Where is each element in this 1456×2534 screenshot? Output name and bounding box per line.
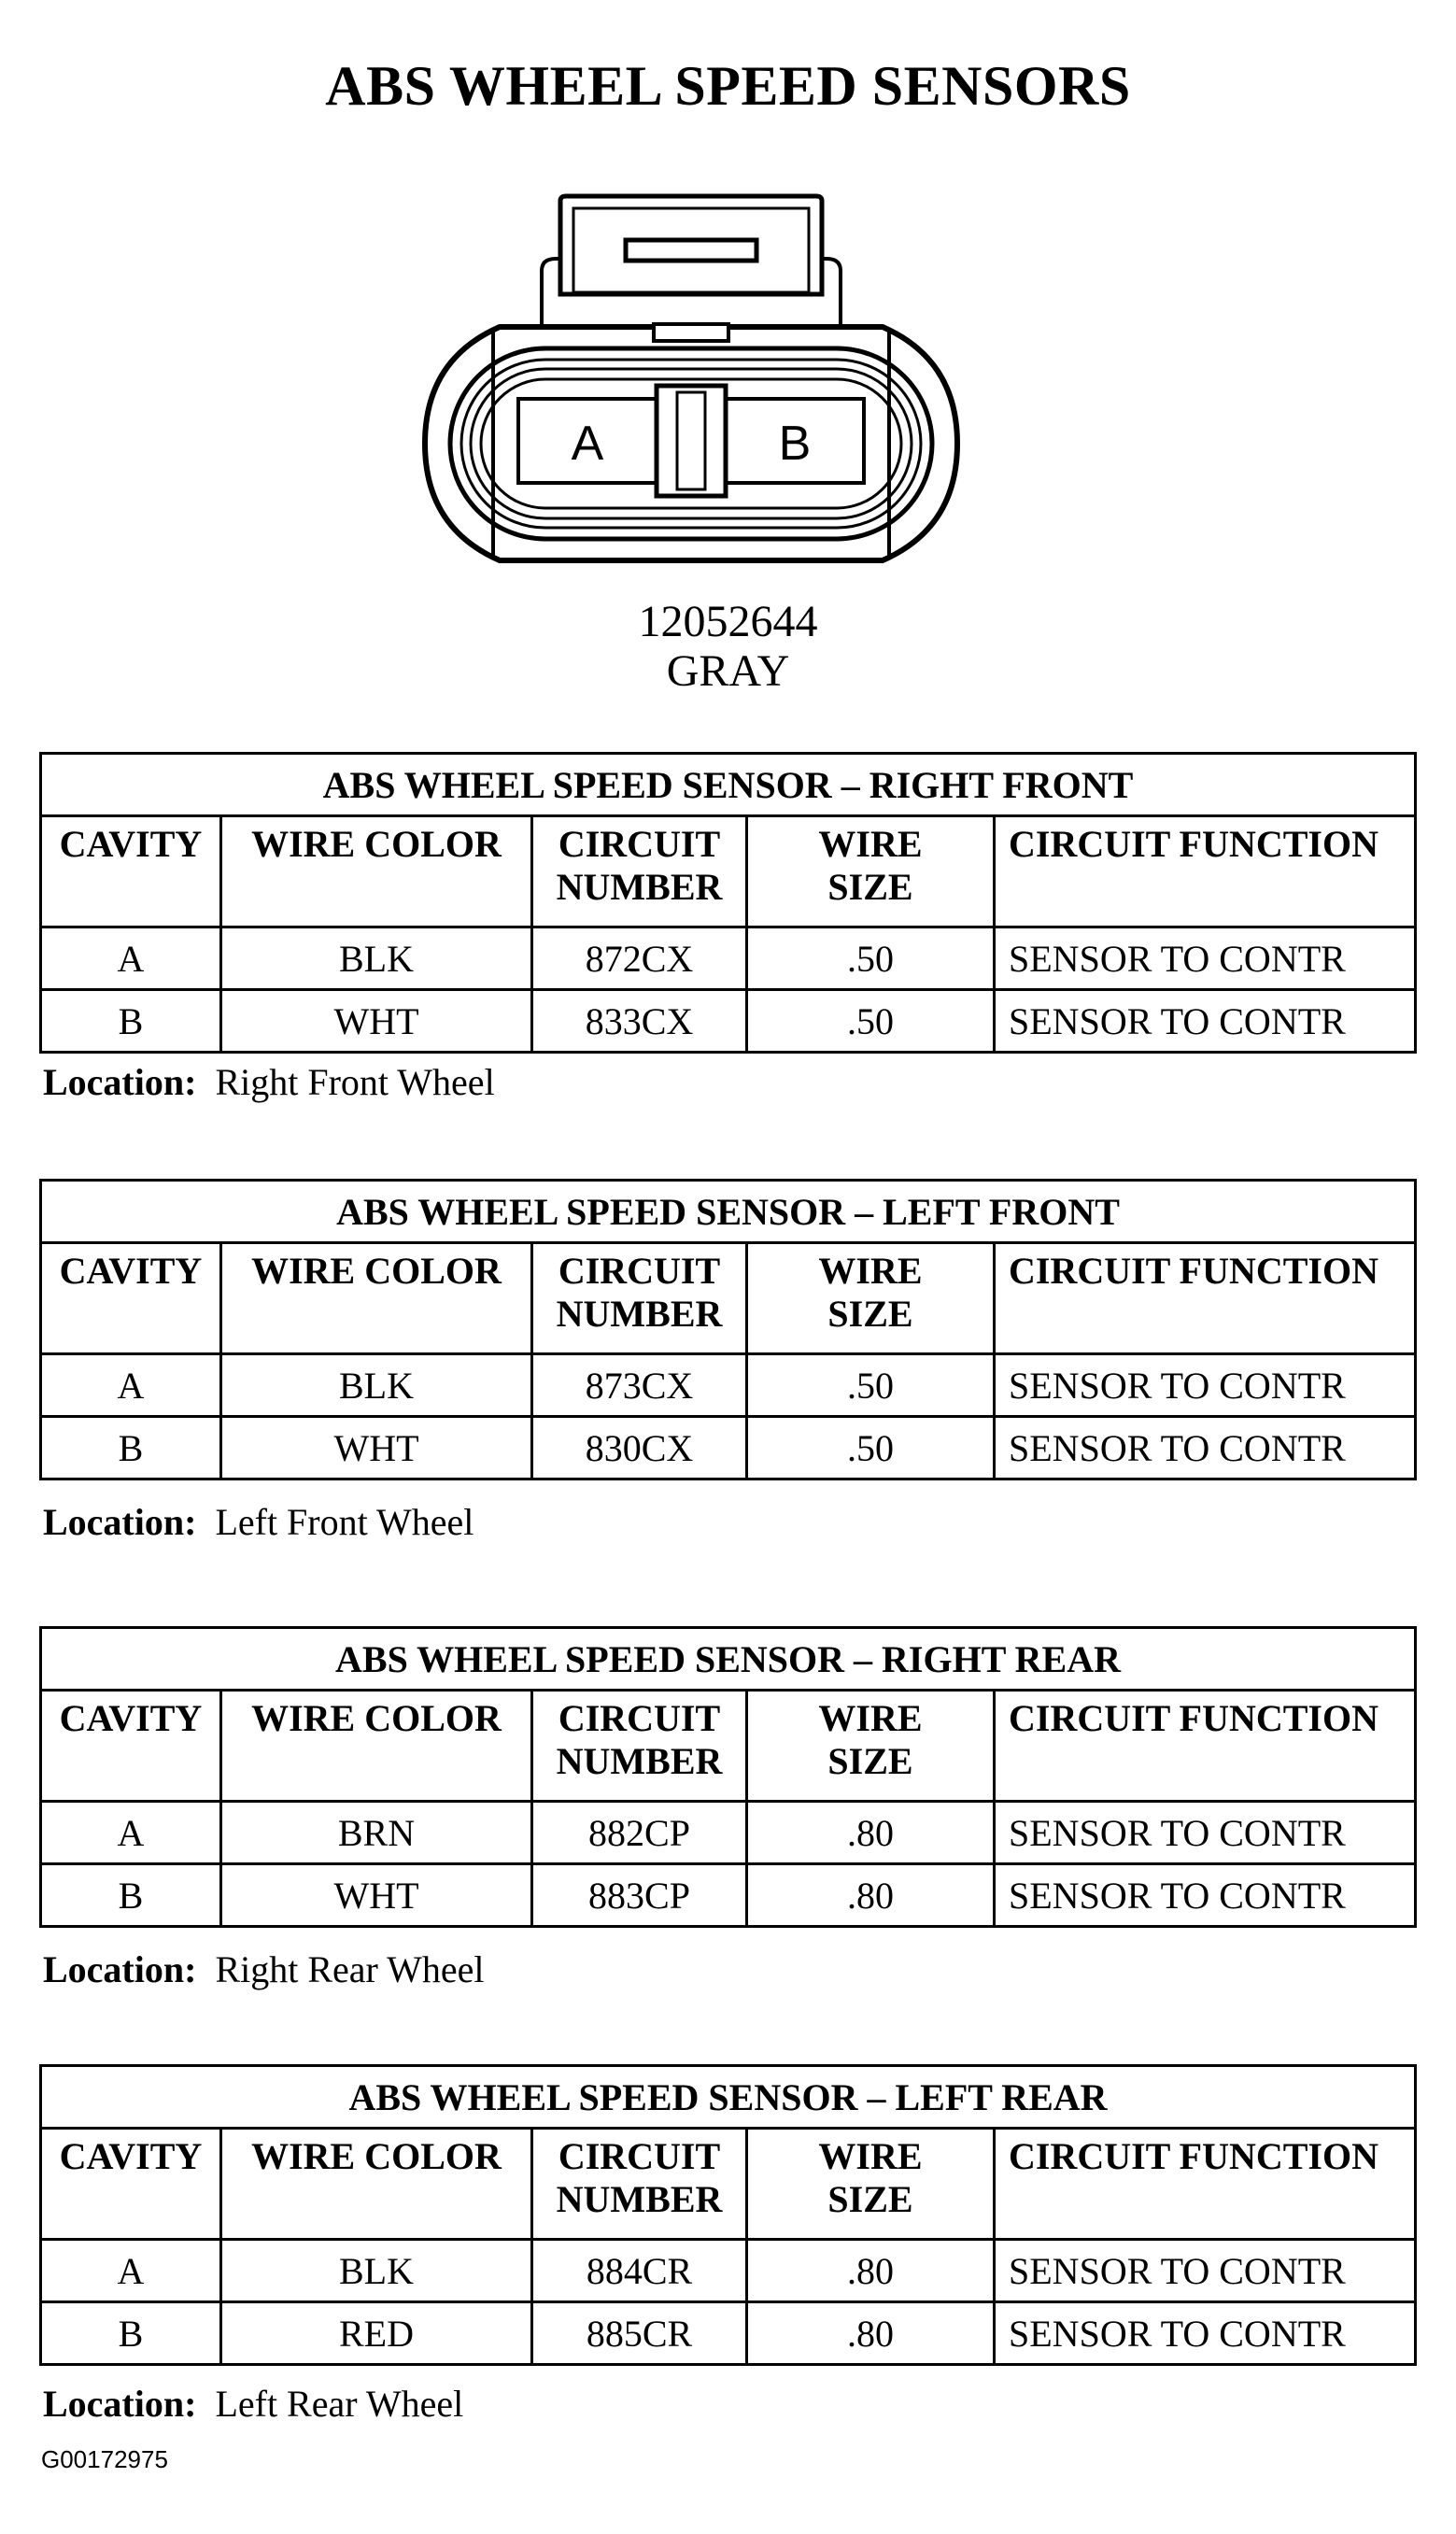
cell-circuit-number: 873CX [532, 1354, 747, 1417]
connector-part-number: 12052644 [638, 597, 818, 646]
location-note [43, 1947, 485, 1991]
location-label: Location: [43, 1948, 197, 1990]
header-wire-size-line2: SIZE [827, 1293, 913, 1335]
cell-circuit-function: SENSOR TO CONTR [995, 2302, 1416, 2365]
header-circuit-number [532, 816, 747, 927]
table-row [41, 2302, 1416, 2365]
location-value: Right Front Wheel [215, 1061, 495, 1103]
header-wire-size [747, 1691, 995, 1802]
cavity-a-label: A [571, 417, 604, 471]
table-title: ABS WHEEL SPEED SENSOR – RIGHT FRONT [41, 754, 1416, 816]
header-wire-size-line2: SIZE [827, 866, 913, 908]
cell-circuit-number: 830CX [532, 1417, 747, 1479]
cell-circuit-number: 833CX [532, 990, 747, 1053]
header-wire-size-line1: WIRE [818, 823, 923, 865]
cell-wire-color: BLK [221, 2240, 532, 2302]
location-label: Location: [43, 1061, 197, 1103]
cell-circuit-number: 882CP [532, 1802, 747, 1864]
header-wire-size [747, 2129, 995, 2240]
cell-circuit-number: 884CR [532, 2240, 747, 2302]
cell-cavity: A [41, 1354, 221, 1417]
header-wire-color: WIRE COLOR [221, 1243, 532, 1354]
header-circuit-function: CIRCUIT FUNCTION [995, 2129, 1416, 2240]
cell-wire-size: .50 [747, 1417, 995, 1479]
page-title: ABS WHEEL SPEED SENSORS [325, 55, 1131, 117]
cell-wire-size: .50 [747, 1354, 995, 1417]
header-cavity: CAVITY [41, 816, 221, 927]
cell-cavity: B [41, 1864, 221, 1927]
header-wire-color: WIRE COLOR [221, 816, 532, 927]
cell-circuit-number: 872CX [532, 927, 747, 990]
cell-wire-size: .50 [747, 927, 995, 990]
cell-wire-size: .80 [747, 1864, 995, 1927]
location-value: Left Front Wheel [215, 1501, 474, 1543]
cell-circuit-function: SENSOR TO CONTR [995, 990, 1416, 1053]
header-cavity: CAVITY [41, 1243, 221, 1354]
cell-circuit-number: 885CR [532, 2302, 747, 2365]
table-row [41, 1417, 1416, 1479]
location-note [43, 1500, 474, 1544]
table-row [41, 1354, 1416, 1417]
header-circuit-number [532, 1691, 747, 1802]
header-circuit-function: CIRCUIT FUNCTION [995, 1243, 1416, 1354]
cell-circuit-number: 883CP [532, 1864, 747, 1927]
cell-wire-color: BLK [221, 1354, 532, 1417]
cell-wire-color: WHT [221, 1417, 532, 1479]
cavity-b-label: B [778, 417, 812, 471]
header-wire-color: WIRE COLOR [221, 1691, 532, 1802]
header-circuit-number [532, 1243, 747, 1354]
cell-cavity: A [41, 1802, 221, 1864]
connector-table-left-front [39, 1179, 1417, 1480]
cell-circuit-function: SENSOR TO CONTR [995, 2240, 1416, 2302]
header-circuit-number-line1: CIRCUIT [558, 1250, 721, 1292]
cell-cavity: B [41, 1417, 221, 1479]
cell-wire-color: WHT [221, 1864, 532, 1927]
cell-circuit-function: SENSOR TO CONTR [995, 1417, 1416, 1479]
header-circuit-number-line1: CIRCUIT [558, 823, 721, 865]
table-title: ABS WHEEL SPEED SENSOR – LEFT REAR [41, 2066, 1416, 2129]
header-circuit-number-line2: NUMBER [556, 1293, 723, 1335]
cell-wire-size: .80 [747, 2240, 995, 2302]
header-cavity: CAVITY [41, 1691, 221, 1802]
table-row [41, 1864, 1416, 1927]
header-wire-size-line2: SIZE [827, 2178, 913, 2220]
header-wire-size-line1: WIRE [818, 2135, 923, 2177]
header-wire-size-line1: WIRE [818, 1697, 923, 1739]
cell-wire-size: .80 [747, 2302, 995, 2365]
header-wire-size [747, 816, 995, 927]
connector-table-right-rear [39, 1626, 1417, 1928]
location-value: Right Rear Wheel [215, 1948, 485, 1990]
cell-circuit-function: SENSOR TO CONTR [995, 927, 1416, 990]
header-wire-size-line1: WIRE [818, 1250, 923, 1292]
cell-wire-size: .50 [747, 990, 995, 1053]
header-circuit-number-line1: CIRCUIT [558, 2135, 721, 2177]
header-circuit-number-line2: NUMBER [556, 2178, 723, 2220]
location-value: Left Rear Wheel [215, 2383, 464, 2425]
table-title: ABS WHEEL SPEED SENSOR – RIGHT REAR [41, 1628, 1416, 1691]
table-title: ABS WHEEL SPEED SENSOR – LEFT FRONT [41, 1181, 1416, 1243]
cell-cavity: B [41, 2302, 221, 2365]
table-row [41, 2240, 1416, 2302]
header-circuit-number-line1: CIRCUIT [558, 1697, 721, 1739]
table-row [41, 1802, 1416, 1864]
table-row [41, 927, 1416, 990]
location-label: Location: [43, 1501, 197, 1543]
connector-color: GRAY [666, 646, 790, 696]
header-wire-color: WIRE COLOR [221, 2129, 532, 2240]
header-circuit-number-line2: NUMBER [556, 1740, 723, 1782]
cell-cavity: B [41, 990, 221, 1053]
cell-circuit-function: SENSOR TO CONTR [995, 1354, 1416, 1417]
header-wire-size-line2: SIZE [827, 1740, 913, 1782]
location-label: Location: [43, 2383, 197, 2425]
cell-circuit-function: SENSOR TO CONTR [995, 1802, 1416, 1864]
header-circuit-function: CIRCUIT FUNCTION [995, 816, 1416, 927]
connector-table-left-rear [39, 2064, 1417, 2366]
cell-circuit-function: SENSOR TO CONTR [995, 1864, 1416, 1927]
connector-table-right-front [39, 752, 1417, 1054]
header-circuit-number [532, 2129, 747, 2240]
connector-diagram [392, 182, 990, 593]
header-circuit-number-line2: NUMBER [556, 866, 723, 908]
cell-wire-color: BLK [221, 927, 532, 990]
table-row [41, 990, 1416, 1053]
header-cavity: CAVITY [41, 2129, 221, 2240]
header-circuit-function: CIRCUIT FUNCTION [995, 1691, 1416, 1802]
location-note [43, 1060, 495, 1104]
figure-id: G00172975 [41, 2445, 168, 2473]
cell-cavity: A [41, 927, 221, 990]
header-wire-size [747, 1243, 995, 1354]
cell-wire-color: WHT [221, 990, 532, 1053]
cell-wire-size: .80 [747, 1802, 995, 1864]
location-note [43, 2382, 463, 2426]
cell-wire-color: RED [221, 2302, 532, 2365]
cell-cavity: A [41, 2240, 221, 2302]
cell-wire-color: BRN [221, 1802, 532, 1864]
